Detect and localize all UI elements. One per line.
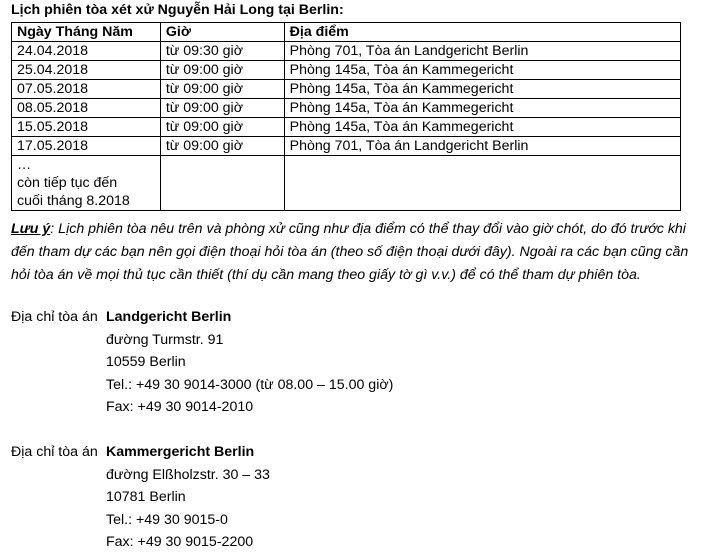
continuation-ellipsis: … <box>17 157 32 173</box>
address-label: Địa chỉ tòa án <box>11 309 98 325</box>
cell-location: Phòng 145a, Tòa án Kammegericht <box>284 99 680 118</box>
cell-time: từ 09:00 giờ <box>160 61 284 80</box>
hearing-schedule-table <box>11 22 681 211</box>
table-row <box>12 80 681 99</box>
table-row <box>12 137 681 156</box>
address-label: Địa chỉ tòa án <box>11 444 98 460</box>
cell-date: 25.04.2018 <box>12 61 161 80</box>
column-header-time: Giờ <box>160 23 284 42</box>
court-phone: Tel.: +49 30 9015-0 <box>106 511 228 528</box>
table-row <box>12 99 681 118</box>
cell-date: 24.04.2018 <box>12 42 161 61</box>
page-title: Lịch phiên tòa xét xử Nguyễn Hải Long tại Berlin: <box>11 2 344 18</box>
cell-empty <box>284 156 680 211</box>
cell-time: từ 09:00 giờ <box>160 118 284 137</box>
cell-location: Phòng 145a, Tòa án Kammegericht <box>284 61 680 80</box>
court-fax: Fax: +49 30 9014-2010 <box>106 399 254 415</box>
cell-location: Phòng 145a, Tòa án Kammegericht <box>284 118 680 137</box>
cell-time: từ 09:00 giờ <box>160 80 284 99</box>
column-header-location: Địa điểm <box>284 23 680 42</box>
court-street: đường Elßholzstr. 30 – 33 <box>106 466 270 483</box>
cell-empty <box>160 156 284 211</box>
cell-date: 08.05.2018 <box>12 99 161 118</box>
note-paragraph <box>11 218 707 287</box>
court-street: đường Turmstr. 91 <box>106 331 224 348</box>
court-name: Landgericht Berlin <box>106 309 232 325</box>
court-fax: Fax: +49 30 9015-2200 <box>106 534 254 550</box>
cell-time: từ 09:00 giờ <box>160 137 284 156</box>
cell-location: Phòng 701, Tòa án Landgericht Berlin <box>284 137 680 156</box>
cell-continuation <box>12 156 161 211</box>
continuation-line-1: còn tiếp tục đến <box>17 175 118 191</box>
note-label: Lưu ý <box>11 221 51 237</box>
column-header-date: Ngày Tháng Năm <box>12 23 161 42</box>
continuation-line-2: cuối tháng 8.2018 <box>17 193 130 209</box>
court-city: 10781 Berlin <box>106 489 186 505</box>
court-city: 10559 Berlin <box>106 354 186 370</box>
table-row <box>12 42 681 61</box>
court-name: Kammergericht Berlin <box>106 444 255 460</box>
cell-time: từ 09:30 giờ <box>160 42 284 61</box>
note-text: : Lịch phiên tòa nêu trên và phòng xử cũng như địa điểm có thể thay đổi vào giờ chót, do đó trước khi đến tham dự các bạn nên gọi điện thoại hỏi tòa án (theo số điện thoại dưới đây). Ngoài ra các bạn cũng cần hỏi tòa án về mọi thủ tục cần thiết (thí dụ cần mang theo giấy tờ gì v.v.) để có thể tham dự phiên tòa. <box>11 221 689 283</box>
table-header-row <box>12 23 681 42</box>
cell-location: Phòng 145a, Tòa án Kammegericht <box>284 80 680 99</box>
table-row <box>12 118 681 137</box>
cell-time: từ 09:00 giờ <box>160 99 284 118</box>
cell-location: Phòng 701, Tòa án Landgericht Berlin <box>284 42 680 61</box>
cell-date: 17.05.2018 <box>12 137 161 156</box>
cell-date: 07.05.2018 <box>12 80 161 99</box>
court-phone: Tel.: +49 30 9014-3000 (từ 08.00 – 15.00 giờ) <box>106 376 394 393</box>
table-row <box>12 61 681 80</box>
cell-date: 15.05.2018 <box>12 118 161 137</box>
table-row-continuation <box>12 156 681 211</box>
